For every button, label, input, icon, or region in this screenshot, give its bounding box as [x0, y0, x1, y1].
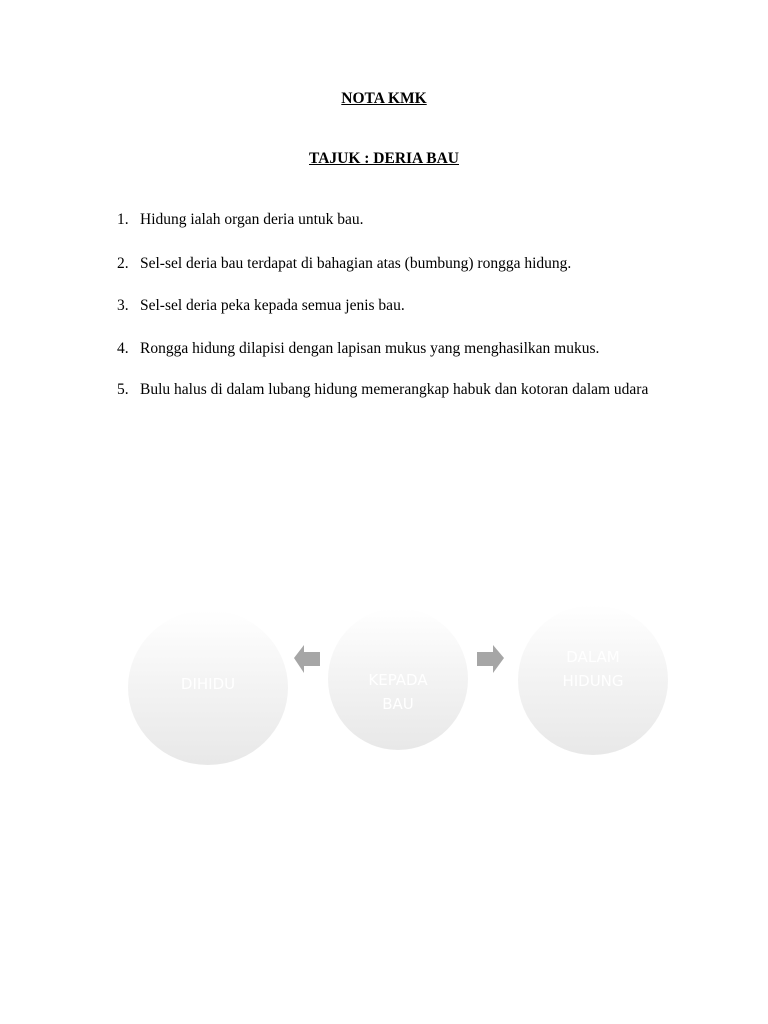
page-title: NOTA KMK: [341, 90, 427, 107]
list-text: Sel-sel deria bau terdapat di bahagian atas (bumbung) rongga hidung.: [140, 255, 572, 272]
topic-heading: TAJUK : DERIA BAU: [309, 150, 459, 167]
list-text: Bulu halus di dalam lubang hidung memerangkap habuk dan kotoran dalam udara: [140, 381, 649, 398]
circle-label: BAU: [382, 695, 414, 713]
list-number: 1.: [117, 211, 129, 228]
list-text: Sel-sel deria peka kepada semua jenis bau.: [140, 297, 405, 314]
list-number: 5.: [117, 381, 129, 398]
arrow-left-icon: [294, 642, 324, 678]
diagram-circle-center: [328, 608, 468, 750]
circle-label: KEPADA: [368, 671, 428, 689]
list-number: 3.: [117, 297, 129, 314]
circle-label: DALAM: [566, 648, 620, 666]
list-number: 2.: [117, 255, 129, 272]
diagram-circle-left: [128, 610, 288, 765]
list-number: 4.: [117, 340, 129, 357]
circle-label: HIDUNG: [562, 672, 624, 690]
arrow-right-icon: [477, 642, 509, 678]
list-text: Hidung ialah organ deria untuk bau.: [140, 211, 364, 228]
diagram-circle-right: [518, 605, 668, 755]
list-text: Rongga hidung dilapisi dengan lapisan mukus yang menghasilkan mukus.: [140, 340, 600, 357]
circle-label: DIHIDU: [180, 675, 236, 693]
